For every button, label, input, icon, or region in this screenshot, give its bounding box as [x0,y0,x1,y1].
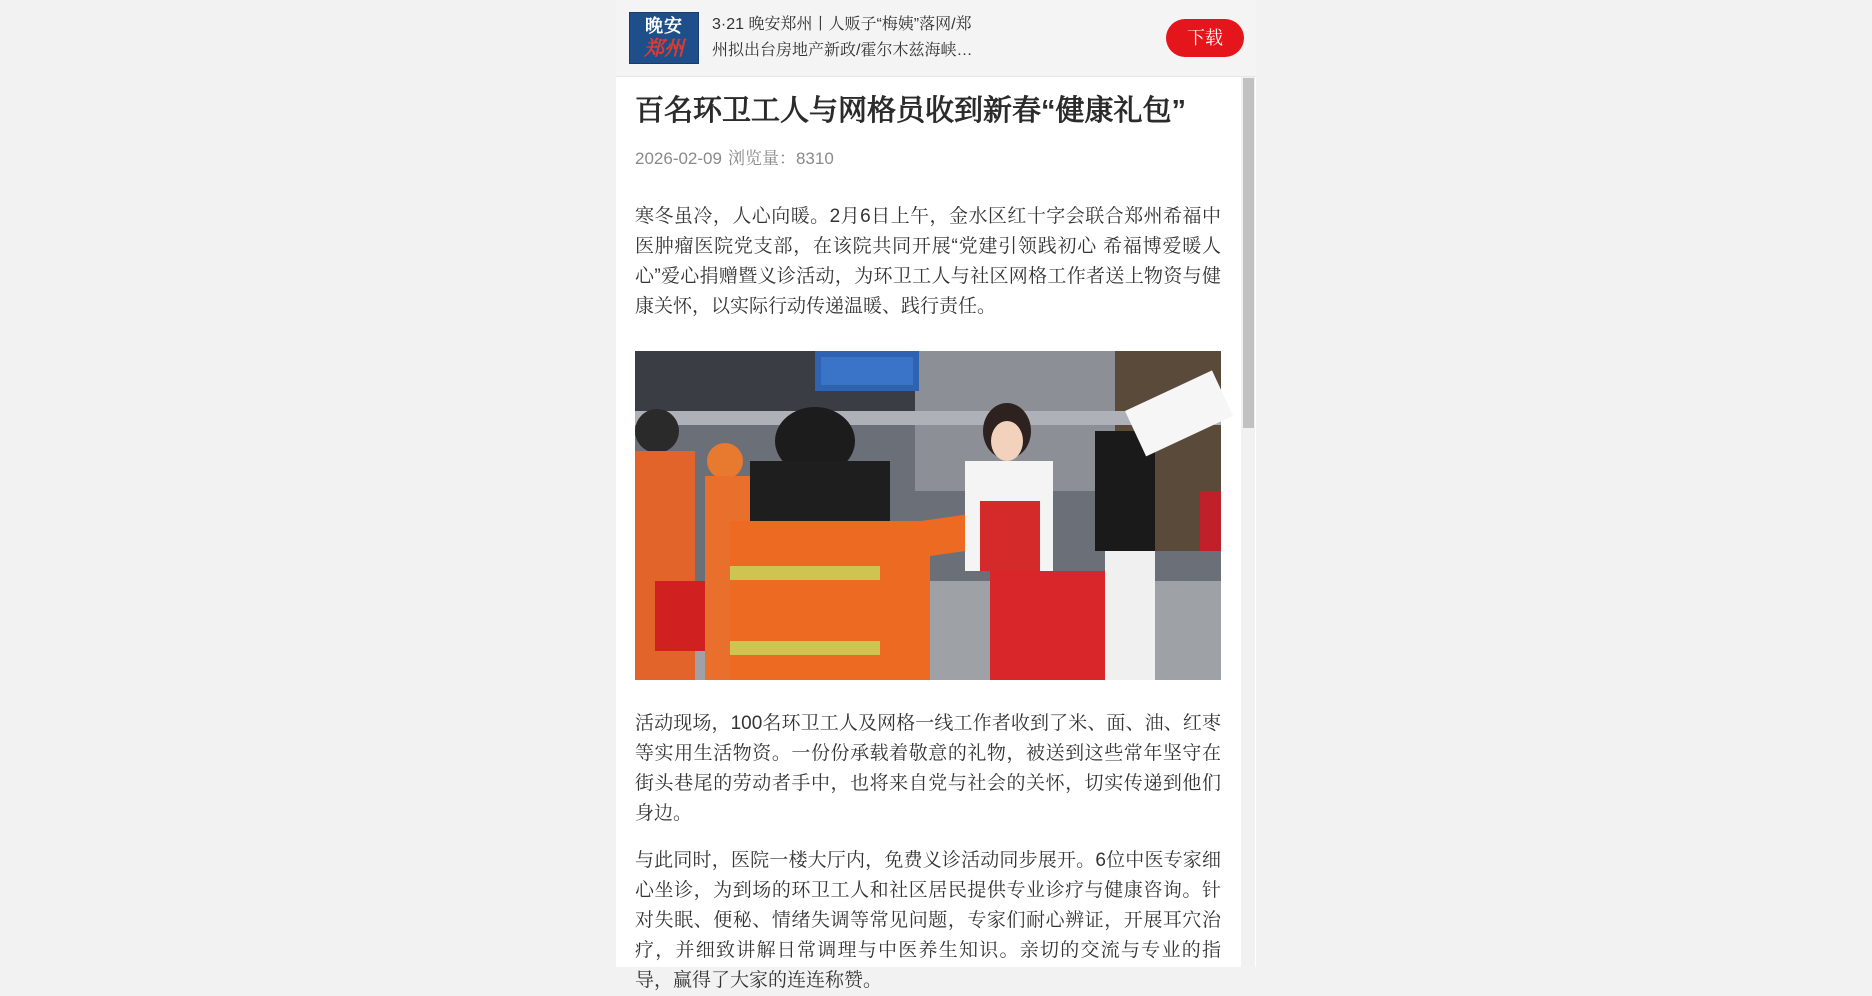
app-download-banner[interactable] [616,0,1256,77]
views-label: 浏览量： [727,149,796,168]
article-meta [635,147,1221,171]
banner-headline-line2: 州拟出台房地产新政/霍尔木兹海峡… [712,42,973,59]
app-logo[interactable] [629,12,699,64]
logo-text-bottom: 郑州 [644,36,684,60]
article-paragraph: 活动现场，100名环卫工人及网格一线工作者收到了米、面、油、红枣等实用生活物资。一份份承载着敬意的礼物，被送到这些常年坚守在街头巷尾的劳动者手中，也将来自党与社会的关怀，切实传递到他们身边。 [635,713,1221,824]
scrollbar-thumb[interactable] [1243,78,1254,428]
article-date: 2026-02-09 [635,149,722,168]
photo-illustration [635,351,1221,680]
download-button[interactable]: 下载 [1166,19,1244,57]
views-count: 8310 [795,149,834,168]
article-paragraph: 与此同时，医院一楼大厅内，免费义诊活动同步展开。6位中医专家细心坐诊，为到场的环卫工人和社区居民提供专业诊疗与健康咨询。针对失眠、便秘、情绪失调等常见问题，专家们耐心辨证，开展耳穴治疗，并细致讲解日常调理与中医养生知识。亲切的交流与专业的指导，赢得了大家的连连称赞。 [635,850,1221,991]
banner-headline[interactable] [712,12,1002,64]
article-body [635,77,1221,996]
article-photo[interactable] [635,351,1221,680]
article-page [616,0,1256,991]
logo-text-top: 晚安 [645,16,683,37]
article-paragraph: 寒冬虽冷，人心向暖。2月6日上午，金水区红十字会联合郑州希福中医肿瘤医院党支部，在该院共同开展“党建引领践初心 希福博爱暖人心”爱心捐赠暨义诊活动，为环卫工人与社区网格工作者送上物资与健康关怀，以实际行动传递温暖、践行责任。 [635,206,1221,317]
banner-headline-line1: 3·21 晚安郑州丨人贩子“梅姨”落网/郑 [712,16,972,33]
article-title: 百名环卫工人与网格员收到新春“健康礼包” [635,95,1187,127]
